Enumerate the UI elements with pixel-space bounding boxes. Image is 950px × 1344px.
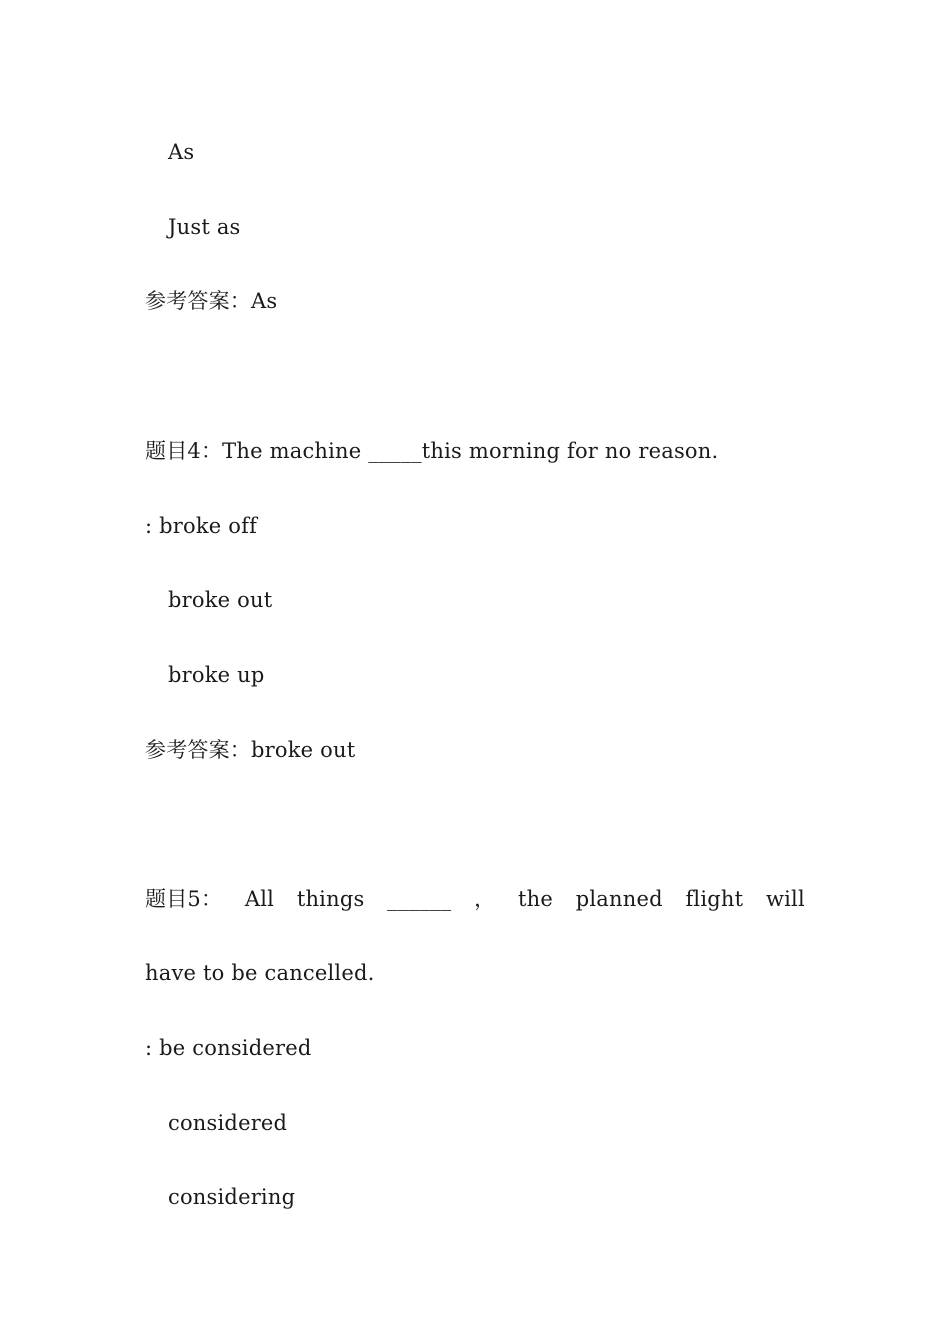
- q4-option-2: broke out: [168, 588, 273, 612]
- q5-question-line-1: [145, 885, 805, 913]
- q5-question-line-2: have to be cancelled.: [145, 961, 375, 985]
- q5-option-3: considering: [168, 1185, 296, 1209]
- question-word: ，: [474, 887, 496, 911]
- q4-option-1: [145, 512, 257, 540]
- option-text: be considered: [159, 1036, 312, 1060]
- option-prefix: :: [145, 1036, 160, 1060]
- option-prefix: :: [145, 514, 160, 538]
- question-label: 题目5：: [145, 887, 223, 911]
- q5-option-2: considered: [168, 1111, 288, 1135]
- q3-answer: [145, 287, 277, 315]
- question-text: The machine _____this morning for no reason.: [222, 439, 719, 463]
- answer-value: broke out: [251, 738, 356, 762]
- q4-option-3: broke up: [168, 663, 265, 687]
- q3-option-2: Just as: [168, 215, 241, 239]
- answer-label: 参考答案：: [145, 289, 251, 313]
- q5-option-1: [145, 1034, 312, 1062]
- question-word: All: [244, 887, 275, 911]
- question-label: 题目4：: [145, 439, 223, 463]
- q4-answer: [145, 736, 355, 764]
- question-word: planned: [575, 887, 663, 911]
- question-word: things: [296, 887, 365, 911]
- question-word: flight: [685, 887, 744, 911]
- question-word: the: [518, 887, 553, 911]
- answer-label: 参考答案：: [145, 738, 251, 762]
- answer-value: As: [251, 289, 278, 313]
- option-text: broke off: [159, 514, 258, 538]
- question-blank: ______: [387, 887, 452, 911]
- question-word: will: [765, 887, 805, 911]
- q4-question: [145, 437, 718, 465]
- q3-option-1: As: [168, 140, 195, 164]
